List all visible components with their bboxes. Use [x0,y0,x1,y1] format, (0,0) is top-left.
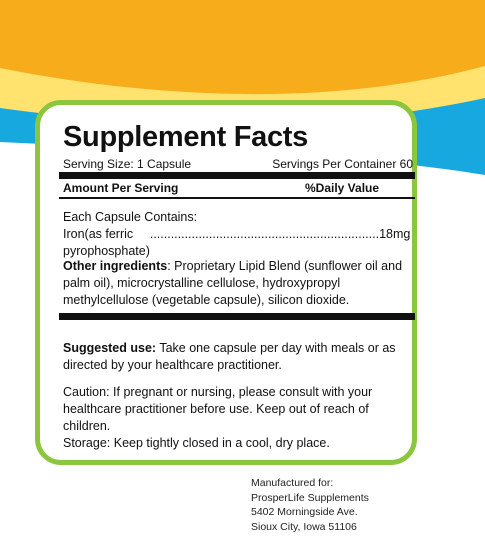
ingredient-name: Iron(as ferric pyrophosphate) [63,227,150,258]
servings-per-container: Servings Per Container 60 [272,157,413,171]
other-ingredients-text: : Proprietary Lipid Blend (sunflower oil and palm oil), microcrystalline cellulose, hydroxypropyl methylcellulose (vegetable capsule), silicon dioxide. [63,259,403,307]
manufacturer-city: Sioux City, Iowa 51106 [251,520,357,533]
other-ingredients [63,258,411,309]
suggested-use [63,340,411,374]
each-capsule-label: Each Capsule Contains: [63,210,198,224]
manufacturer-label: Manufactured for: [251,477,334,489]
amount-header-row [63,181,383,195]
daily-value-header: %Daily Value [305,181,380,195]
other-ingredients-label: Other ingredients [63,259,168,273]
ingredient-leader-dots: .................................................................. [149,227,380,241]
supplement-facts-title: Supplement Facts [63,121,308,153]
thick-divider-top [59,172,415,179]
manufacturer-street: 5402 Morningside Ave. [251,506,358,518]
thick-divider-bottom [59,313,415,320]
caution-text: Caution: If pregnant or nursing, please consult with your healthcare practitioner before use. Keep out of reach of children. [63,385,373,433]
serving-info-row [63,157,413,171]
thin-divider [59,197,415,199]
suggested-use-text: Take one capsule per day with meals or as directed by your healthcare practitioner. [63,341,396,372]
manufacturer-info [251,476,369,534]
ingredient-row [63,226,411,260]
amount-per-serving-header: Amount Per Serving [63,181,179,195]
serving-size: Serving Size: 1 Capsule [63,157,192,171]
supplement-facts-panel [35,100,417,465]
storage-text: Storage: Keep tightly closed in a cool, dry place. [63,436,330,450]
manufacturer-company: ProsperLife Supplements [251,491,369,504]
ingredient-amount: 18mg [379,227,411,241]
suggested-use-label: Suggested use: [63,341,157,355]
orange-wave [0,0,485,94]
